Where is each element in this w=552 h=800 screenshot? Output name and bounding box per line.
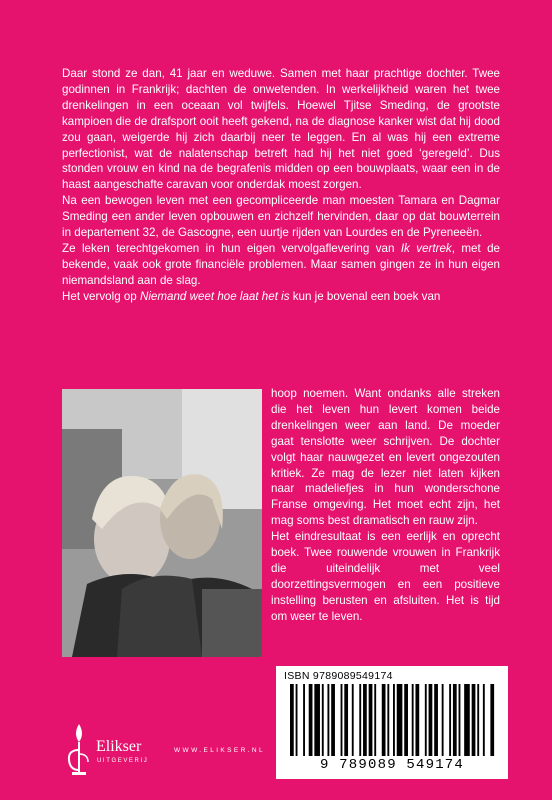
publisher-name: Elikser — [96, 738, 142, 755]
author-photo — [62, 389, 262, 657]
isbn-barcode-box — [276, 666, 508, 779]
publisher-website: WWW.ELIKSER.NL — [174, 747, 266, 754]
blurb-right-column — [271, 386, 500, 625]
blurb-paragraph-3: Ze leken terechtgekomen in hun eigen vervolgaflevering van Ik vertrek, met de bekende, vaak ook grote financiële problemen. Maar samen gingen ze in hun eigen niemandsland aan de slag. — [62, 241, 500, 287]
isbn-digits: 9 789089 549174 — [319, 757, 465, 773]
blurb-paragraph-2: Na een bewogen leven met een gecompliceerde man moesten Tamara en Dagmar Smeding een ander leven opbouwen en zichzelf hervinden, daar op dat bouwterrein in departement 32, de Gascogne, een uurtje rijden van Lourdes en de Pyreneeën. — [62, 194, 500, 240]
isbn-label: ISBN 9789089549174 — [284, 670, 393, 682]
blurb-paragraph-4: Het vervolg op Niemand weet hoe laat het is kun je bovenal een boek van — [62, 289, 441, 303]
blurb-text — [62, 66, 500, 305]
blurb-paragraph-5: Het eindresultaat is een eerlijk en oprecht boek. Twee rouwende vrouwen in Frankrijk die uiteindelijk met veel doorzettingsvermogen en een positieve instelling berusten en afsluiten. Het is tijd om weer te leven. — [271, 530, 500, 623]
publisher-logo — [64, 720, 184, 780]
book-title-ik-vertrek: Ik vertrek — [400, 241, 452, 255]
barcode — [290, 684, 496, 756]
blurb-paragraph-4-continued: hoop noemen. Want ondanks alle streken die het leven hun levert komen beide drenkelingen weer aan land. De moeder gaat tenslotte weer schrijven. De dochter volgt haar nauwgezet en levert ongezouten kritiek. Ze mag de lezer niet laten kijken naar madeliefjes in hun wonderschone Franse omgeving. Het moet echt zijn, het mag soms best dramatisch en rauw zijn. — [271, 387, 500, 528]
publisher-subtitle: UITGEVERIJ — [97, 758, 149, 764]
blurb-paragraph-1: Daar stond ze dan, 41 jaar en weduwe. Samen met haar prachtige dochter. Twee godinnen in Frankrijk; dachten de onwetenden. In werkelijkheid waren het twee drenkelingen in een oceaan vol twijfels. Hoewel Tjitse Smeding, de grootste kampioen die de drafsport ooit heeft gekend, na de diagnose kanker wist dat hij dood zou gaan, weigerde hij zich daarbij neer te leggen. En al was hij een extreme perfectionist, wat de nalatenschap betreft had hij het niet goed ‘geregeld’. Dus stonden vrouw en kind na de begrafenis midden op een bouwplaats, waar een in de haast aangeschafte caravan voor onderdak moest zorgen. — [62, 67, 500, 192]
book-title-previous: Niemand weet hoe laat het is — [139, 289, 290, 303]
photo-image — [62, 389, 262, 657]
elikser-logo-icon — [64, 720, 94, 778]
